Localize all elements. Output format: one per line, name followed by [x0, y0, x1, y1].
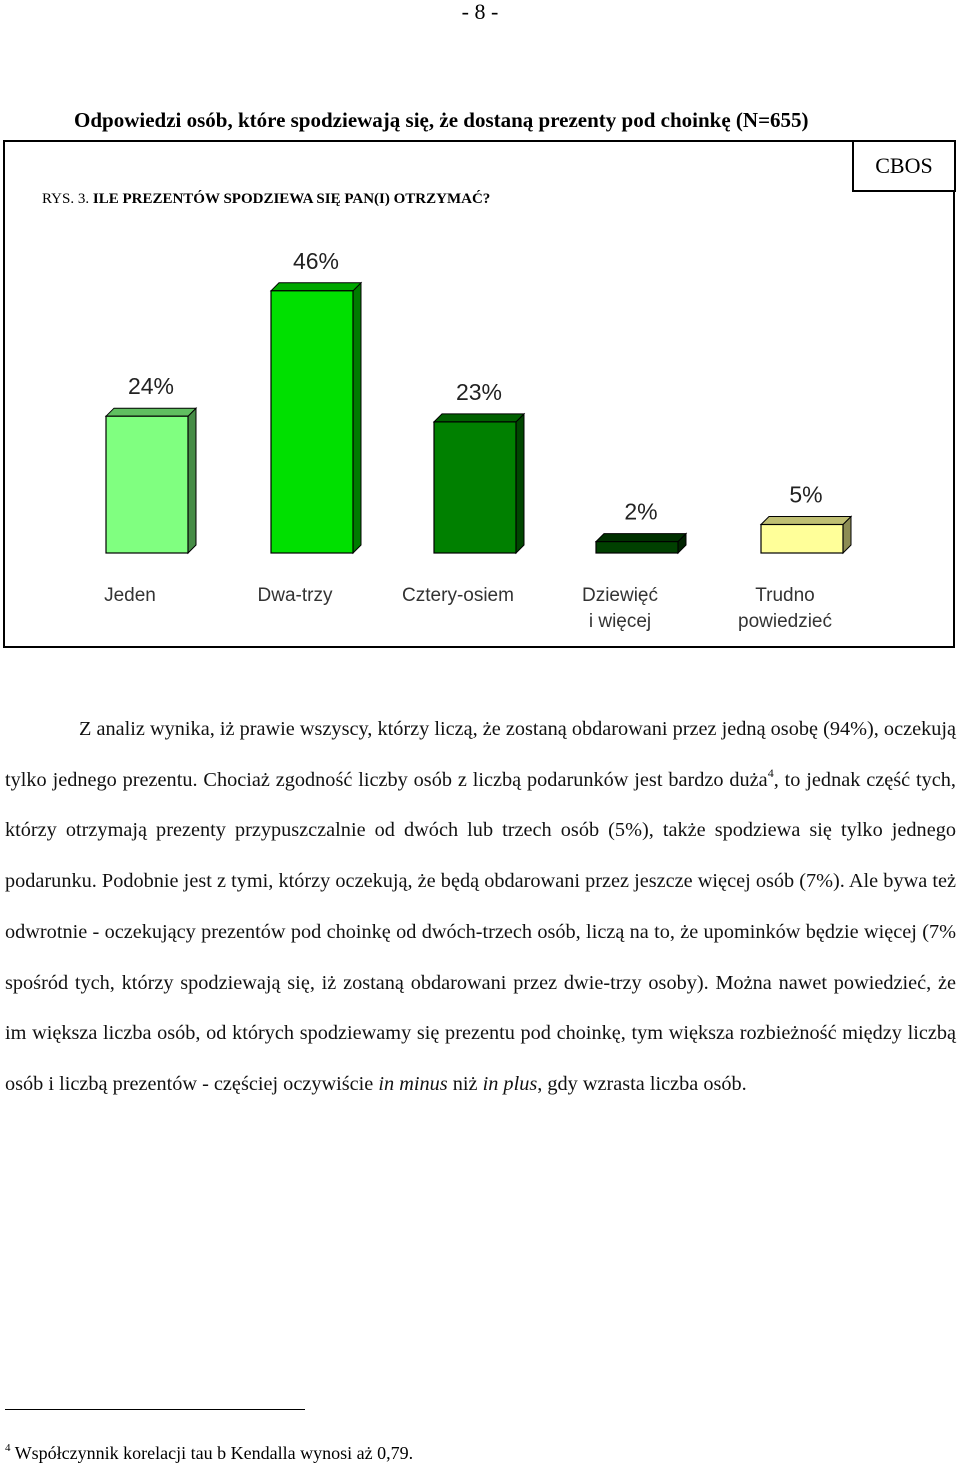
source-label: CBOS — [852, 140, 956, 192]
figure-label: RYS. 3. — [42, 191, 90, 207]
page-number: - 8 - — [461, 0, 499, 24]
bar-chart — [0, 0, 960, 660]
paragraph-text-part: Z analiz wynika, iż prawie wszyscy, którzy liczą, że zostaną obdarowani przez jedną osobę (94%), oczekują tylko jednego prezentu. Chociaż zgodność liczby osób z liczbą podarunków jest bardzo duża — [5, 718, 956, 791]
bar-top — [106, 408, 196, 416]
question-text: ILE PREZENTÓW SPODZIEWA SIĘ PAN(I) OTRZYMAĆ? — [92, 191, 491, 207]
bar — [596, 542, 678, 553]
bar — [106, 416, 188, 553]
data-label: 5% — [789, 481, 823, 508]
italic-phrase: in minus — [378, 1072, 448, 1095]
footnote-number: 4 — [5, 1442, 11, 1454]
bar-side — [188, 408, 196, 553]
category-label: Jeden — [104, 585, 156, 606]
footnote-separator — [5, 1409, 305, 1410]
footnote — [5, 1443, 413, 1464]
data-label: 23% — [455, 378, 503, 405]
body-text — [5, 704, 956, 1110]
category-label: Trudno — [755, 585, 815, 606]
bar-top — [596, 534, 686, 542]
bar-top — [434, 414, 524, 422]
category-label: powiedzieć — [738, 611, 832, 632]
bar-top — [271, 283, 361, 291]
footnote-text: Współczynnik korelacji tau b Kendalla wynosi aż 0,79. — [14, 1443, 414, 1463]
data-label: 2% — [624, 498, 658, 525]
bar-side — [353, 283, 361, 553]
italic-phrase: in plus — [482, 1072, 538, 1095]
bar — [434, 422, 516, 553]
chart-title: Odpowiedzi osób, które spodziewają się, że dostaną prezenty pod choinkę (N=655) — [74, 108, 809, 132]
body-paragraph — [5, 704, 956, 1110]
data-label: 24% — [127, 373, 175, 400]
bar — [271, 291, 353, 553]
category-label: Cztery-osiem — [402, 585, 514, 606]
bar — [761, 525, 843, 554]
bar-top — [761, 517, 851, 525]
footnote-reference[interactable]: 4 — [767, 765, 774, 780]
category-label: i więcej — [588, 611, 652, 632]
category-label: Dziewięć — [581, 585, 659, 606]
paragraph-text-part: , to jednak część tych, którzy otrzymają prezenty przypuszczalnie od dwóch lub trzech osób (5%), także spodziewa się tylko jednego podarunku. Podobnie jest z tymi, którzy oczekują, że będą obdarowani przez jeszcze więcej osób (7%). Ale bywa też odwrotnie - oczekujący prezentów pod choinkę od dwóch-trzech osób, liczą na to, że upominków będzie więcej (7% spośród tych, którzy spodziewają się, iż zostaną obdarowani przez dwie-trzy osoby). Można nawet powiedzieć, że im większa liczba osób, od których spodziewamy się prezentu pod choinkę, tym większa rozbieżność między liczbą osób i liczbą prezentów - częściej oczywiście — [5, 768, 956, 1095]
category-label: Dwa-trzy — [257, 585, 333, 606]
paragraph-text-part: niż — [447, 1072, 483, 1095]
data-label: 46% — [292, 247, 340, 274]
bar-side — [516, 414, 524, 553]
paragraph-text-part: , gdy wzrasta liczba osób. — [537, 1072, 747, 1095]
